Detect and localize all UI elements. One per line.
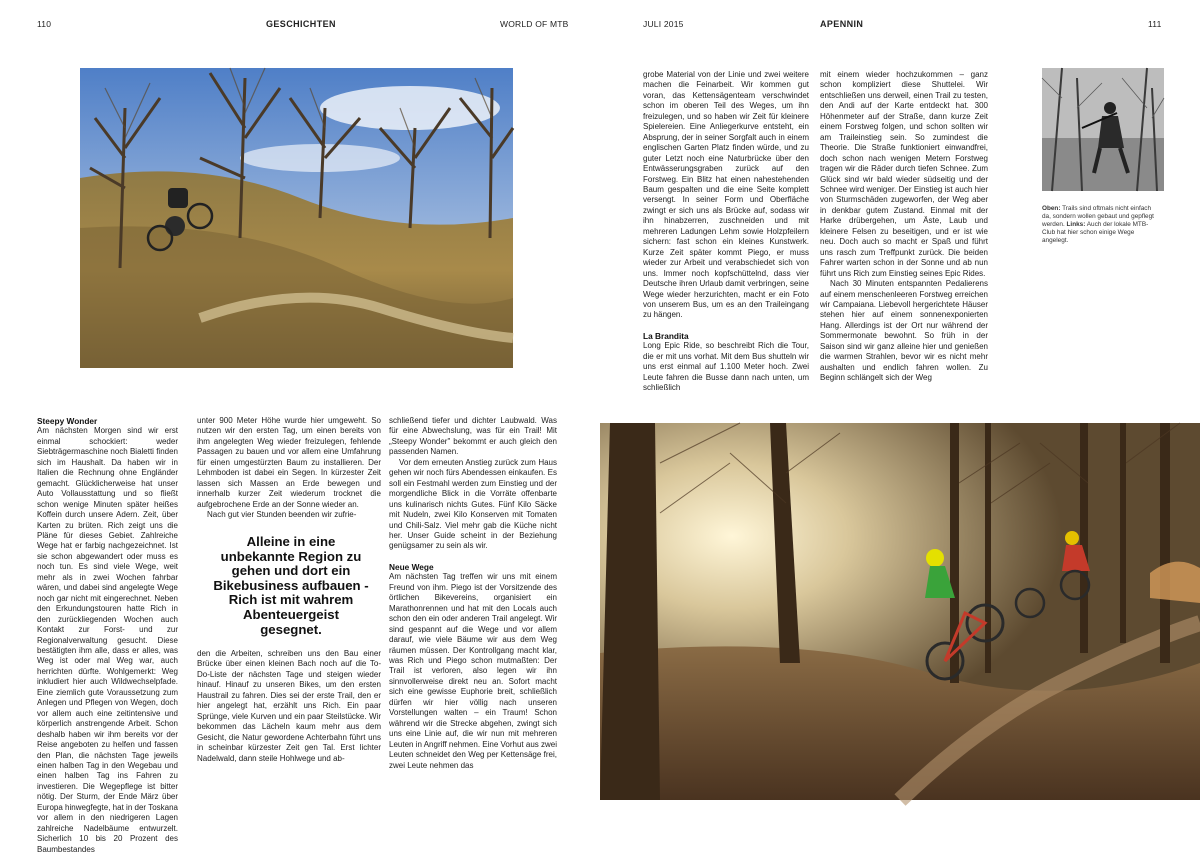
- column-5-paragraph-1: mit einem wieder hochzukommen – ganz schon kompliziert diese Shuttelei. Wir entschließen uns derweil, einen Trail zu testen, den Andi auf der Karte entdeckt hat. 300 Höhenmeter auf der Straße, dann kurze Zeit einem Forstweg folgen, und schon sollten wir am Traileinstieg sein. So zumindest die Theorie. Die Straße funktioniert einwandfrei, doch schon nach wenigen Metern Forstweg tragen wir die Räder durch tiefen Schnee. Zum Glück sind wir bald wieder südseitig und der Schnee wird weniger. Der Einstieg ist auch hier von Sturmschäden zugeworfen, der Weg aber in denkbar gutem Zustand. Einmal mit der Harke drübergehen, um Äste, Laub und kleinere Felsen zu beseitigen, und er ist wie neu. Doch auch so macht er Spaß und führt uns rasch zum Treffpunkt zurück. Die beiden Fahrer warten schon in der Sonne und ab nun führt uns Rich zum Einstieg seines Epic Rides.: [820, 70, 988, 278]
- column-2-text-top: unter 900 Meter Höhe wurde hier umgeweht. So nutzen wir den ersten Tag, um einen bereits von ihm angelegten Weg wieder freizulegen, fehlende Passagen zu bauen und vor allem eine Umfahrung für einen umgestürzten Baum zu installieren. Der Lehmboden ist dabei ein Segen. In kürzester Zeit lassen sich Massen an Erde bewegen und innerhalb kurzer Zeit wiederum trocknet die aufgebrochene Erde an der Sonne wieder an.: [197, 416, 381, 509]
- column-3-paragraph-1: schließend tiefer und dichter Laubwald. Was für eine Abwechslung, was für ein Trail! Mit „Steepy Wonder" bekommt er auch gleich den passenden Namen.: [389, 416, 557, 457]
- caption-label-top: Oben:: [1042, 205, 1061, 212]
- column-3-paragraph-3: Am nächsten Tag treffen wir uns mit einem Freund von ihm. Piego ist der Vorsitzende des örtlichen Bikevereins, organisiert ein Marathonrennen und hat mit den Locals auch schon den ein oder anderen Trail angelegt. Wir sind gespannt auf die Wege und vor allem darauf, wie viele Bäume wir aus dem Weg räumen müssen. Der Kontrollgang macht klar, was Rich und Piego schon mutmaßten: Der Trail ist verloren, also legen wir ihn sinnvollerweise direkt neu an. Sofort macht sich eine gewisse Euphorie breit, schließlich dürfen wir hier völlig nach unseren Vorstellungen walten – ein Traum! Schon während wir die Strecke abgehen, zwingt sich uns eine Linie auf, die wir nun mit mehreren Leuten in Angriff nehmen. Eine Vorhut aus zwei Leuten schneidet den Weg per Kettensäge frei, zwei Leute nehmen das: [389, 572, 557, 770]
- caption-text-top: Trails sind oftmals nicht einfach da, sondern wollen gebaut und gepflegt werden.: [1042, 205, 1154, 229]
- column-5-paragraph-2: Nach 30 Minuten entspannten Pedalierens auf einem menschenleeren Forstweg erreichen wir Campaiana. Liebevoll hergerichtete Häuser stehen hier auf einem sonnenexponierten Hang. Allerdings ist der Ort nur während der Sommermonate bewohnt. So früh in der Saison sind wir ganz alleine hier und genießen die warmen Strahlen, bevor wir es nicht mehr aushalten und endlich fahren wollen. Zu Beginn schlängelt sich der Weg: [820, 279, 988, 383]
- right-section-title: APENNIN: [820, 19, 864, 29]
- article-column-3: [389, 416, 557, 798]
- article-column-2-bottom: [197, 649, 381, 799]
- left-section-title: GESCHICHTEN: [266, 19, 336, 29]
- article-column-5: [820, 70, 988, 385]
- left-page-number: 110: [37, 19, 52, 29]
- column-2-text-bottom: den die Arbeiten, schreiben uns den Bau einer Brücke über einen kleinen Bach noch auf die To-Do-Liste der nächsten Tage und steigen wieder hinauf. Hinauf zu unseren Bikes, um den ersten Haustrail zu fahren. Dies sei der erste Trail, den er hier angelegt hat, erzählt uns Rich. Ein paar Sprünge, viele Kurven und ein paar Steilstücke. Wir bekommen das Lächeln kaum mehr aus dem Gesicht, die Natur gewordene Achterbahn führt uns in scheinbar kürzester Zeit gen Tal. Erst lichter Nadelwald, dann steile Hohlwege und ab-: [197, 649, 381, 763]
- photo-meadow-trail: [80, 68, 513, 368]
- section-heading-la-brandita: La Brandita: [643, 330, 689, 341]
- issue-date: JULI 2015: [643, 19, 684, 29]
- section-heading-steepy-wonder: Steepy Wonder: [37, 416, 98, 426]
- article-column-1: [37, 416, 178, 854]
- photo-forest-riders: [600, 423, 1200, 800]
- magazine-name: WORLD OF MTB: [500, 19, 569, 29]
- column-4-paragraph-2: Long Epic Ride, so beschreibt Rich die Tour, die er mit uns vorhat. Mit dem Bus shutteln wir uns erst einmal auf 1.100 Meter hoch. Zwei Leute fahren die Busse dann nach unten, um schließlich: [643, 341, 809, 393]
- photo-caption: [1042, 205, 1160, 245]
- article-column-2-top: [197, 416, 381, 528]
- photo-trail-building: [1042, 68, 1164, 191]
- article-column-4: [643, 70, 809, 393]
- column-3-paragraph-2: Vor dem erneuten Anstieg zurück zum Haus gehen wir noch fürs Abendessen einkaufen. Es soll ein Festmahl werden zum Einstieg und der morgendliche Blick in die Vorräte offenbarte uns kulinarisch nichts Gutes. Fünf Kilo Säcke mit Nudeln, zwei Kilo Konserven mit Tomaten und Chili-Salz. Viel mehr gab die Küche nicht her. Unser Guide scheint in der Beziehung genügsamer zu sein als wir.: [389, 457, 557, 551]
- right-page-number: 111: [1148, 19, 1162, 29]
- pull-quote: Alleine in eine unbekannte Region zu gehen und dort ein Bikebusiness aufbauen - Rich ist mit wahrem Abenteuergeist gesegnet.: [213, 534, 369, 637]
- column-1-text: Am nächsten Morgen sind wir erst einmal schockiert: weder Siebträgermaschine noch Bialetti finden sich im Haushalt. Da haben wir in Italien die Rechnung ohne Engländer gemacht. Glücklicherweise hat unser Auto Vollausstattung und so fließt schon wenige Minuten später heißes Koffein durch unsere Adern. Zeit, über Karten zu brüten. Rich zeigt uns die Pläne für dieses Gebiet. Zahlreiche Wege hat er farbig nachgezeichnet. Ist sie schon abgewandert oder muss es noch tun. Es sind viele Wege, weit mehr als in zwei Wochen fahrbar wären, und dabei sind angelegte Wege noch gar nicht mit eingerechnet. Neben den Erkundungstouren hatte Rich in den zurückliegenden Wochen auch Kontakt zur Forst- und zur Regionalverwaltung gesucht. Diese bestätigten ihm alle, dass er alles, was Weg ist oder mal Weg war, auch herrichten dürfte. Wohlgemerkt: Weg inkludiert hier auch Wildwechselpfade. Eine ziemlich gute Voraussetzung zum Anlegen und Pflegen von Wegen, doch vor allem auch eine zeitintensive und körperlich anstrengende Arbeit. Schon deshalb haben wir ihm bereits vor der Reise angeboten zu helfen und fassen den Plan, die nächsten Tage jeweils einen halben Tag in den Wegebau und einen halben Tag ins Fahren zu investieren. Die Wegepflege ist bitter nötig. Der Sturm, der Ende März über Europa hinwegfegte, hat in der Toskana vor allem in den niedrigeren Lagen zahlreiche Nadelbäume entwurzelt. Sicherlich 10 bis 20 Prozent des Baumbestandes: [37, 426, 178, 854]
- caption-label-left: Links:: [1066, 221, 1086, 229]
- column-4-paragraph-1: grobe Material von der Linie und zwei weitere machen die Feinarbeit. Wir kommen gut voran, das Kettensägenteam verschwindet schon im oberen Teil des Weges, um ihn freizulegen, und so haben wir Zeit für kleinere Spielereien. Eine Anliegerkurve entsteht, ein Absprung, der in seiner Sorgfalt auch in einem englischen Garten Platz finden würde, und zu guter Letzt noch eine Naturbrücke über den Entwässerungsgraben zurück auf den Forstweg. Ein Blitz hat einen nahestehenden Baum gespalten und die eine Seite komplett versengt. In seiner Form und Oberfläche zwingt er sich uns als Brücke auf, sodass wir ihn hinabzerren, zuschneiden und mit mehreren Ladungen Lehm sowie Holzpfeilern sichern: fast schon ein kleines Kunstwerk. Kurze Zeit später kommt Piego, er muss wieder zur Arbeit und verabschiedet sich von uns. Immer noch kopfschüttelnd, dass vier Deutsche ihren Urlaub damit verbringen, seine Wege wieder herzurichten, macht er ein Foto von unserem Bus, um es an den Traileingang zu hängen.: [643, 70, 809, 320]
- caption-text-left: Auch der lokale MTB-Club hat hier schon einige Wege angelegt.: [1042, 221, 1149, 245]
- column-2-text-top-continued: Nach gut vier Stunden beenden wir zufrie-: [207, 510, 357, 520]
- section-heading-neue-wege: Neue Wege: [389, 561, 434, 572]
